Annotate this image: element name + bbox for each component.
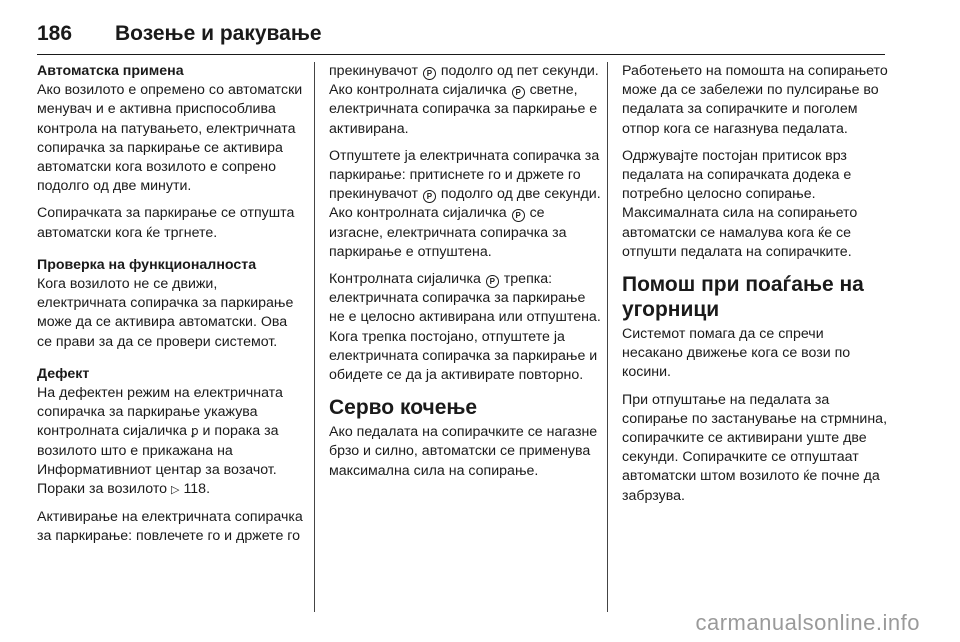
- auto-apply-para-1: Ако возилото е опремено со автоматски менувач и е активна приспособлива контрола на патувањето, електричната сопирачка за паркирање се активира автоматски кога возилото е сопрено подолго од две минути.: [37, 82, 303, 195]
- section-function-check: [37, 256, 305, 352]
- hill-start-para-2: При отпуштање на педалата за сопирање по застанување на стрмнина, сопирачките се активирани уште две секунди. Сопирачките се отпуштаат автоматски штом возилото ќе почне да забрзува.: [622, 391, 888, 504]
- section-fault: [37, 365, 305, 547]
- function-check-heading: Проверка на функционалноста: [37, 256, 257, 273]
- col2-p2-text-c: се изгасне, електричната сопирачка за паркирање е отпуштена.: [329, 205, 567, 260]
- hill-start-para-1: Системот помага да се спречи несакано движење кога се вози по косини.: [622, 326, 851, 381]
- column-1: [37, 62, 305, 560]
- fault-text-a: На дефектен режим на електричната сопирачка за паркирање укажува контролната сијаличка: [37, 385, 283, 440]
- column-divider-2: [607, 62, 608, 612]
- page-header: [37, 22, 885, 46]
- hill-start-heading: Помош при поаѓање на угорници: [622, 273, 864, 322]
- fault-para-1: [37, 384, 305, 500]
- col2-p2-text-a: Отпуштете ја електричната сопирачка за паркирање: притиснете го и држете го прекинувачот: [329, 147, 600, 203]
- arrow-right-icon: ▷: [171, 484, 180, 497]
- fault-text-b: и порака за возилото што е прикажана на Информативниот центар за возачот. Пораки за возилото: [37, 423, 279, 498]
- col2-para-3: [329, 270, 601, 385]
- fault-heading: Дефект: [37, 365, 90, 382]
- watermark: carmanualsonline.info: [695, 610, 920, 635]
- col2-para-2: [329, 147, 601, 262]
- col2-p3-text-b: трепка: електричната сопирачка за паркирање не е целосно активирана или отпуштена. Кога трепка постојано, отпуштете ја електричната сопирачка за паркирање и обидете се да ја активирате повторно.: [329, 271, 601, 384]
- servo-braking-para: Ако педалата на сопирачките се нагазне брзо и силно, автоматски се применува максимална сила на сопирање.: [329, 424, 598, 479]
- col3-para-2: Одржувајте постојан притисок врз педалата на сопирачката додека е потребно целосно сопирање. Максималната сила на сопирањето автоматски се намалува кога ќе се отпушти педалата на сопирачките.: [622, 147, 858, 260]
- parking-icon: P: [423, 67, 436, 80]
- auto-apply-heading: Автоматска примена: [37, 63, 184, 79]
- function-check-para: Кога возилото не се движи, електричната сопирачка за паркирање може да се активира автоматски. Ова се прави за да се провери системот.: [37, 276, 294, 350]
- fault-para-2: Активирање на електричната сопирачка за паркирање: повлечете го и држете го: [37, 509, 303, 545]
- column-2: [329, 62, 601, 489]
- col2-p1-text-a: прекинувачот: [329, 63, 418, 79]
- auto-apply-para-2: Сопирачката за паркирање се отпушта автоматски кога ќе тргнете.: [37, 205, 295, 241]
- col2-p2-text-b: подолго од две секунди. Ако контролната сијаличка: [329, 186, 601, 222]
- col3-para-1: Работењето на помошта на сопирањето може да се забележи по пулсирање во педалата за сопирачките и поголем отпор кога се нагазнува педалата.: [622, 63, 888, 137]
- header-rule: [37, 54, 885, 55]
- col2-p3-text-a: Контролната сијаличка: [329, 271, 481, 288]
- chapter-title: Возење и ракување: [115, 22, 322, 45]
- col2-para-1: [329, 62, 601, 139]
- fault-page-ref[interactable]: 118.: [183, 481, 211, 498]
- parking-icon: P: [423, 190, 436, 203]
- col2-p1-text-b: подолго од пет секунди. Ако контролната сијаличка: [329, 63, 599, 99]
- parking-icon: P: [486, 275, 499, 288]
- col2-p1-text-c: светне, електричната сопирачка за паркирање е активирана.: [329, 82, 598, 137]
- wrench-icon: ꝑ: [190, 424, 199, 439]
- parking-icon: P: [512, 86, 525, 99]
- section-auto-apply: [37, 62, 305, 243]
- column-3: [622, 62, 888, 514]
- parking-icon: P: [512, 209, 525, 222]
- column-divider-1: [314, 62, 315, 612]
- page-number: 186: [37, 22, 73, 45]
- servo-braking-heading: Серво кочење: [329, 396, 478, 420]
